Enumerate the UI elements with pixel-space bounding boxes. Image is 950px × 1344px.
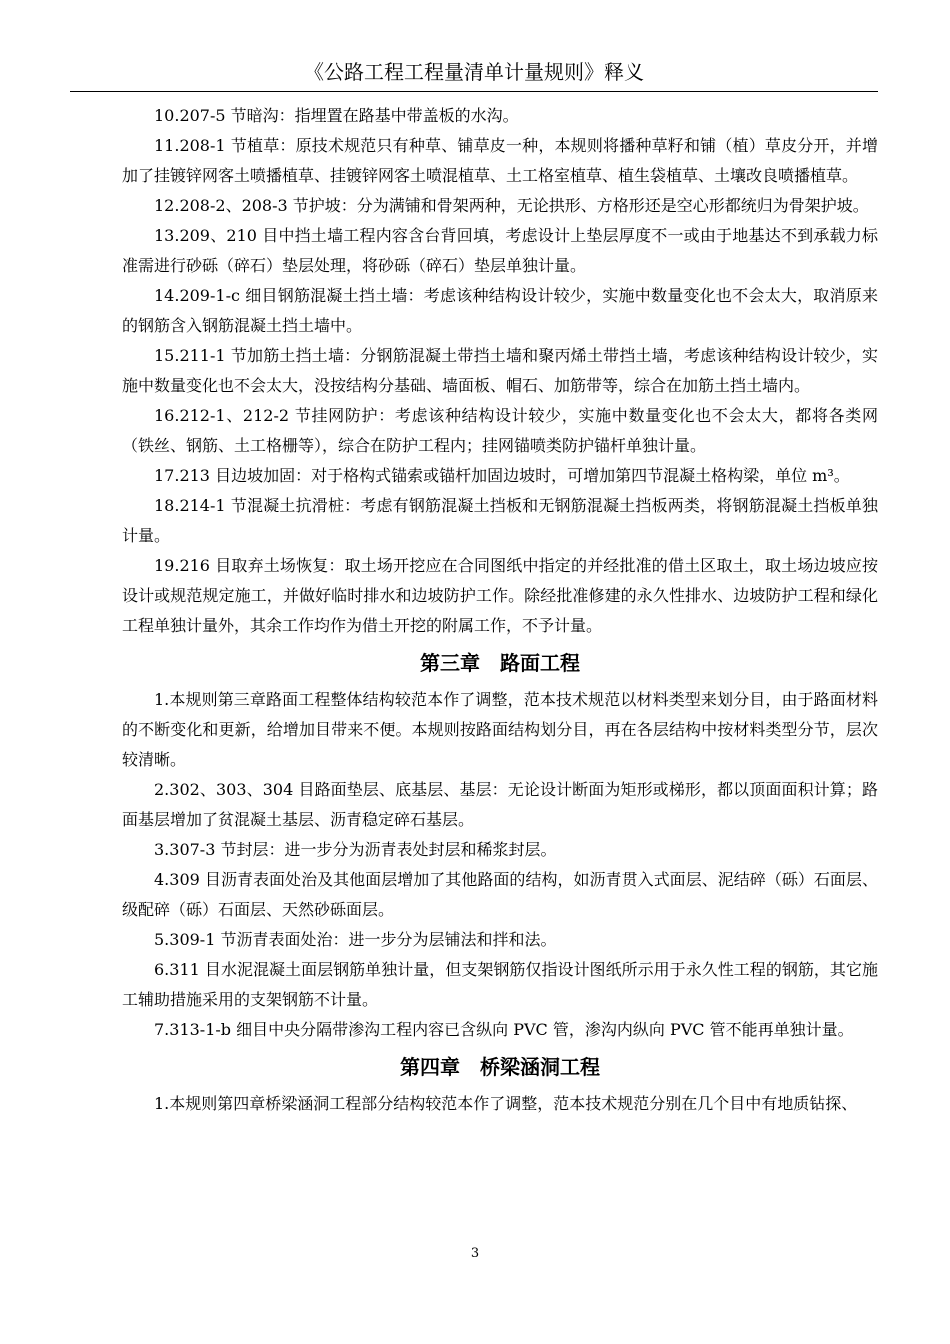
paragraph: 15.211-1 节加筋土挡土墙：分钢筋混凝土带挡土墙和聚丙烯土带挡土墙，考虑该种结构设计较少，实施中数量变化也不会太大，没按结构分基础、墙面板、帽石、加筋带等，综合在加筋土挡土墙内。 [122, 346, 878, 395]
paragraph: 6.311 目水泥混凝土面层钢筋单独计量，但支架钢筋仅指设计图纸所示用于永久性工程的钢筋，其它施工辅助措施采用的支架钢筋不计量。 [122, 960, 878, 1009]
paragraph: 19.216 目取弃土场恢复：取土场开挖应在合同图纸中指定的并经批准的借土区取土，取土场边坡应按设计或规范规定施工，并做好临时排水和边坡防护工作。除经批准修建的永久性排水、边坡防护工程和绿化工程单独计量外，其余工作均作为借土开挖的附属工作，不予计量。 [122, 556, 878, 635]
paragraph: 16.212-1、212-2 节挂网防护：考虑该种结构设计较少，实施中数量变化也不会太大，都将各类网（铁丝、钢筋、土工格栅等），综合在防护工程内；挂网锚喷类防护锚杆单独计量。 [122, 406, 878, 455]
page-body [122, 101, 878, 1119]
paragraph: 12.208-2、208-3 节护坡：分为满铺和骨架两种，无论拱形、方格形还是空心形都统归为骨架护坡。 [154, 196, 869, 215]
chapter-4-heading: 第四章 桥梁涵洞工程 [400, 1055, 600, 1079]
paragraph: 18.214-1 节混凝土抗滑桩：考虑有钢筋混凝土挡板和无钢筋混凝土挡板两类，将钢筋混凝土挡板单独计量。 [122, 496, 878, 545]
paragraph: 10.207-5 节暗沟：指埋置在路基中带盖板的水沟。 [154, 106, 519, 125]
page-number: 3 [470, 1246, 480, 1261]
paragraph: 3.307-3 节封层：进一步分为沥青表处封层和稀浆封层。 [154, 840, 557, 859]
chapter-3-heading: 第三章 路面工程 [420, 651, 580, 675]
paragraph: 13.209、210 目中挡土墙工程内容含台背回填，考虑设计上垫层厚度不一或由于地基达不到承载力标准需进行砂砾（碎石）垫层处理，将砂砾（碎石）垫层单独计量。 [122, 226, 878, 275]
paragraph: 1.本规则第三章路面工程整体结构较范本作了调整，范本技术规范以材料类型来划分目，由于路面材料的不断变化和更新，给增加目带来不便。本规则按路面结构划分目，再在各层结构中按材料类型分节，层次较清晰。 [122, 690, 878, 769]
paragraph: 5.309-1 节沥青表面处治：进一步分为层铺法和拌和法。 [154, 930, 557, 949]
paragraph: 1.本规则第四章桥梁涵洞工程部分结构较范本作了调整，范本技术规范分别在几个目中有地质钻探、 [154, 1094, 858, 1113]
paragraph: 7.313-1-b 细目中央分隔带渗沟工程内容已含纵向 PVC 管，渗沟内纵向 PVC 管不能再单独计量。 [154, 1020, 854, 1039]
paragraph: 2.302、303、304 目路面垫层、底基层、基层：无论设计断面为矩形或梯形，都以顶面面积计算；路面基层增加了贫混凝土基层、沥青稳定碎石基层。 [122, 780, 878, 829]
page-header-title: 《公路工程工程量清单计量规则》释义 [304, 60, 644, 84]
paragraph: 14.209-1-c 细目钢筋混凝土挡土墙：考虑该种结构设计较少，实施中数量变化也不会太大，取消原来的钢筋含入钢筋混凝土挡土墙中。 [122, 286, 878, 335]
paragraph: 4.309 目沥青表面处治及其他面层增加了其他路面的结构，如沥青贯入式面层、泥结碎（砾）石面层、级配碎（砾）石面层、天然砂砾面层。 [122, 870, 878, 919]
paragraph: 17.213 目边坡加固：对于格构式锚索或锚杆加固边坡时，可增加第四节混凝土格构梁，单位 m³。 [154, 466, 850, 485]
header-rule [70, 91, 878, 92]
paragraph: 11.208-1 节植草：原技术规范只有种草、铺草皮一种，本规则将播种草籽和铺（植）草皮分开，并增加了挂镀锌网客土喷播植草、挂镀锌网客土喷混植草、土工格室植草、植生袋植草、土壤改良喷播植草。 [122, 136, 878, 185]
